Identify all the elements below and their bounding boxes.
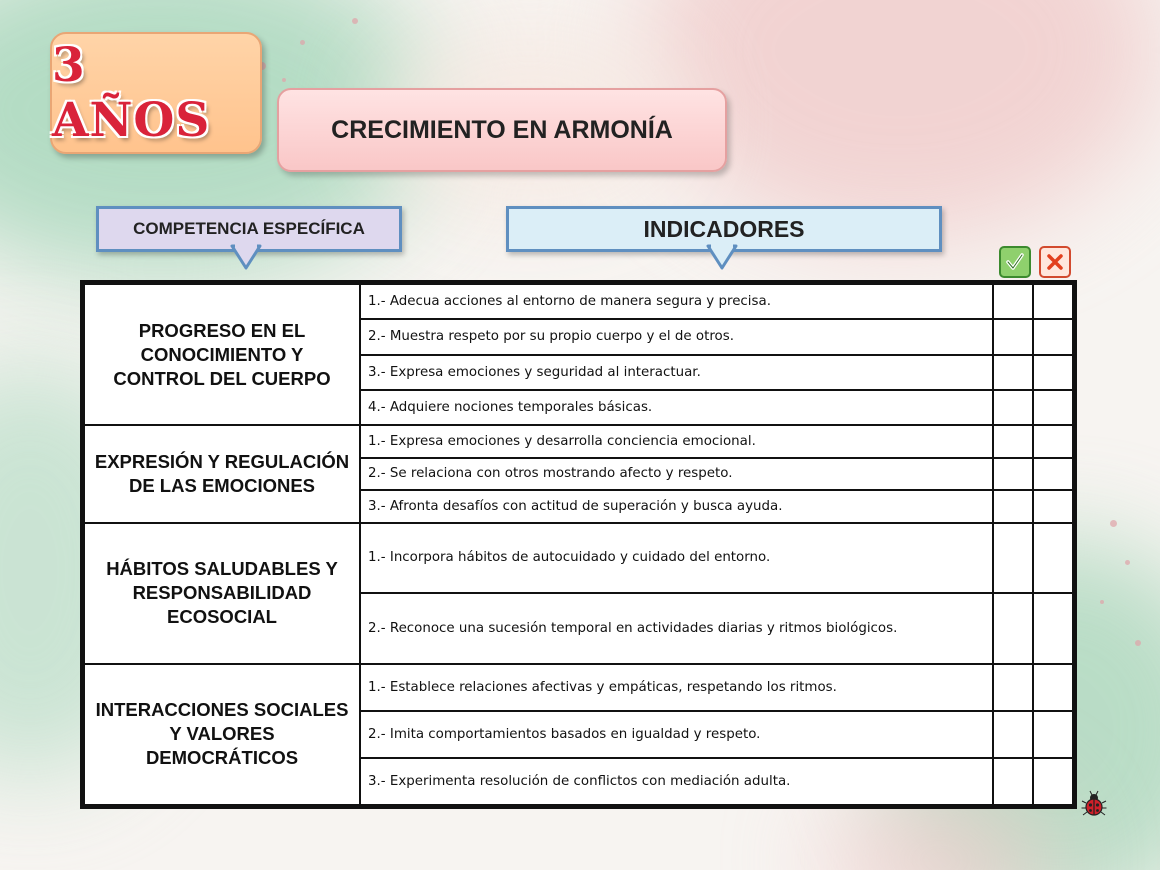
check-cell[interactable] xyxy=(993,425,1033,457)
check-cell[interactable] xyxy=(993,319,1033,354)
indicador-cell: 1.- Expresa emociones y desarrolla conciencia emocional. xyxy=(360,425,993,457)
cross-cell[interactable] xyxy=(1033,390,1073,425)
check-cell[interactable] xyxy=(993,758,1033,805)
check-cell[interactable] xyxy=(993,284,1033,319)
cross-cell[interactable] xyxy=(1033,490,1073,522)
indicadores-header-label: INDICADORES xyxy=(643,215,805,242)
cross-cell[interactable] xyxy=(1033,593,1073,664)
check-cell[interactable] xyxy=(993,523,1033,594)
indicador-cell: 2.- Reconoce una sucesión temporal en actividades diarias y ritmos biológicos. xyxy=(360,593,993,664)
cross-cell[interactable] xyxy=(1033,319,1073,354)
check-cell[interactable] xyxy=(993,458,1033,490)
indicadores-arrow-icon xyxy=(702,244,742,272)
check-cell[interactable] xyxy=(993,355,1033,390)
cross-cell[interactable] xyxy=(1033,284,1073,319)
indicador-cell: 1.- Adecua acciones al entorno de manera segura y precisa. xyxy=(360,284,993,319)
check-cell[interactable] xyxy=(993,593,1033,664)
competencia-arrow-icon xyxy=(226,244,266,272)
indicador-cell: 2.- Se relaciona con otros mostrando afecto y respeto. xyxy=(360,458,993,490)
evaluation-table xyxy=(80,280,1077,809)
age-badge xyxy=(50,32,262,154)
cross-cell[interactable] xyxy=(1033,425,1073,457)
table-row xyxy=(84,284,1073,319)
cross-cell[interactable] xyxy=(1033,355,1073,390)
cross-icon xyxy=(1039,246,1071,278)
indicador-cell: 4.- Adquiere nociones temporales básicas. xyxy=(360,390,993,425)
indicador-cell: 3.- Expresa emociones y seguridad al interactuar. xyxy=(360,355,993,390)
competencia-header-label: COMPETENCIA ESPECÍFICA xyxy=(133,219,365,238)
check-cell[interactable] xyxy=(993,490,1033,522)
title-label: CRECIMIENTO EN ARMONÍA xyxy=(331,115,673,144)
table-row xyxy=(84,664,1073,711)
indicador-cell: 3.- Afronta desafíos con actitud de superación y busca ayuda. xyxy=(360,490,993,522)
cross-cell[interactable] xyxy=(1033,458,1073,490)
competencia-cell: HÁBITOS SALUDABLES Y RESPONSABILIDAD ECOSOCIAL xyxy=(84,523,360,664)
cross-cell[interactable] xyxy=(1033,664,1073,711)
check-cell[interactable] xyxy=(993,711,1033,758)
ladybug-icon xyxy=(1080,790,1108,818)
table-row xyxy=(84,523,1073,594)
competencia-cell: PROGRESO EN EL CONOCIMIENTO Y CONTROL DEL CUERPO xyxy=(84,284,360,425)
competencia-cell: INTERACCIONES SOCIALES Y VALORES DEMOCRÁTICOS xyxy=(84,664,360,805)
table-row xyxy=(84,425,1073,457)
check-cell[interactable] xyxy=(993,664,1033,711)
check-icon xyxy=(999,246,1031,278)
indicador-cell: 2.- Imita comportamientos basados en igualdad y respeto. xyxy=(360,711,993,758)
cross-cell[interactable] xyxy=(1033,758,1073,805)
competencia-cell: EXPRESIÓN Y REGULACIÓN DE LAS EMOCIONES xyxy=(84,425,360,522)
indicador-cell: 1.- Establece relaciones afectivas y empáticas, respetando los ritmos. xyxy=(360,664,993,711)
indicador-cell: 1.- Incorpora hábitos de autocuidado y cuidado del entorno. xyxy=(360,523,993,594)
indicador-cell: 2.- Muestra respeto por su propio cuerpo y el de otros. xyxy=(360,319,993,354)
cross-cell[interactable] xyxy=(1033,711,1073,758)
check-cell[interactable] xyxy=(993,390,1033,425)
cross-cell[interactable] xyxy=(1033,523,1073,594)
indicador-cell: 3.- Experimenta resolución de conflictos con mediación adulta. xyxy=(360,758,993,805)
page-title xyxy=(277,88,727,172)
age-label: 3 AÑOS xyxy=(52,38,211,148)
